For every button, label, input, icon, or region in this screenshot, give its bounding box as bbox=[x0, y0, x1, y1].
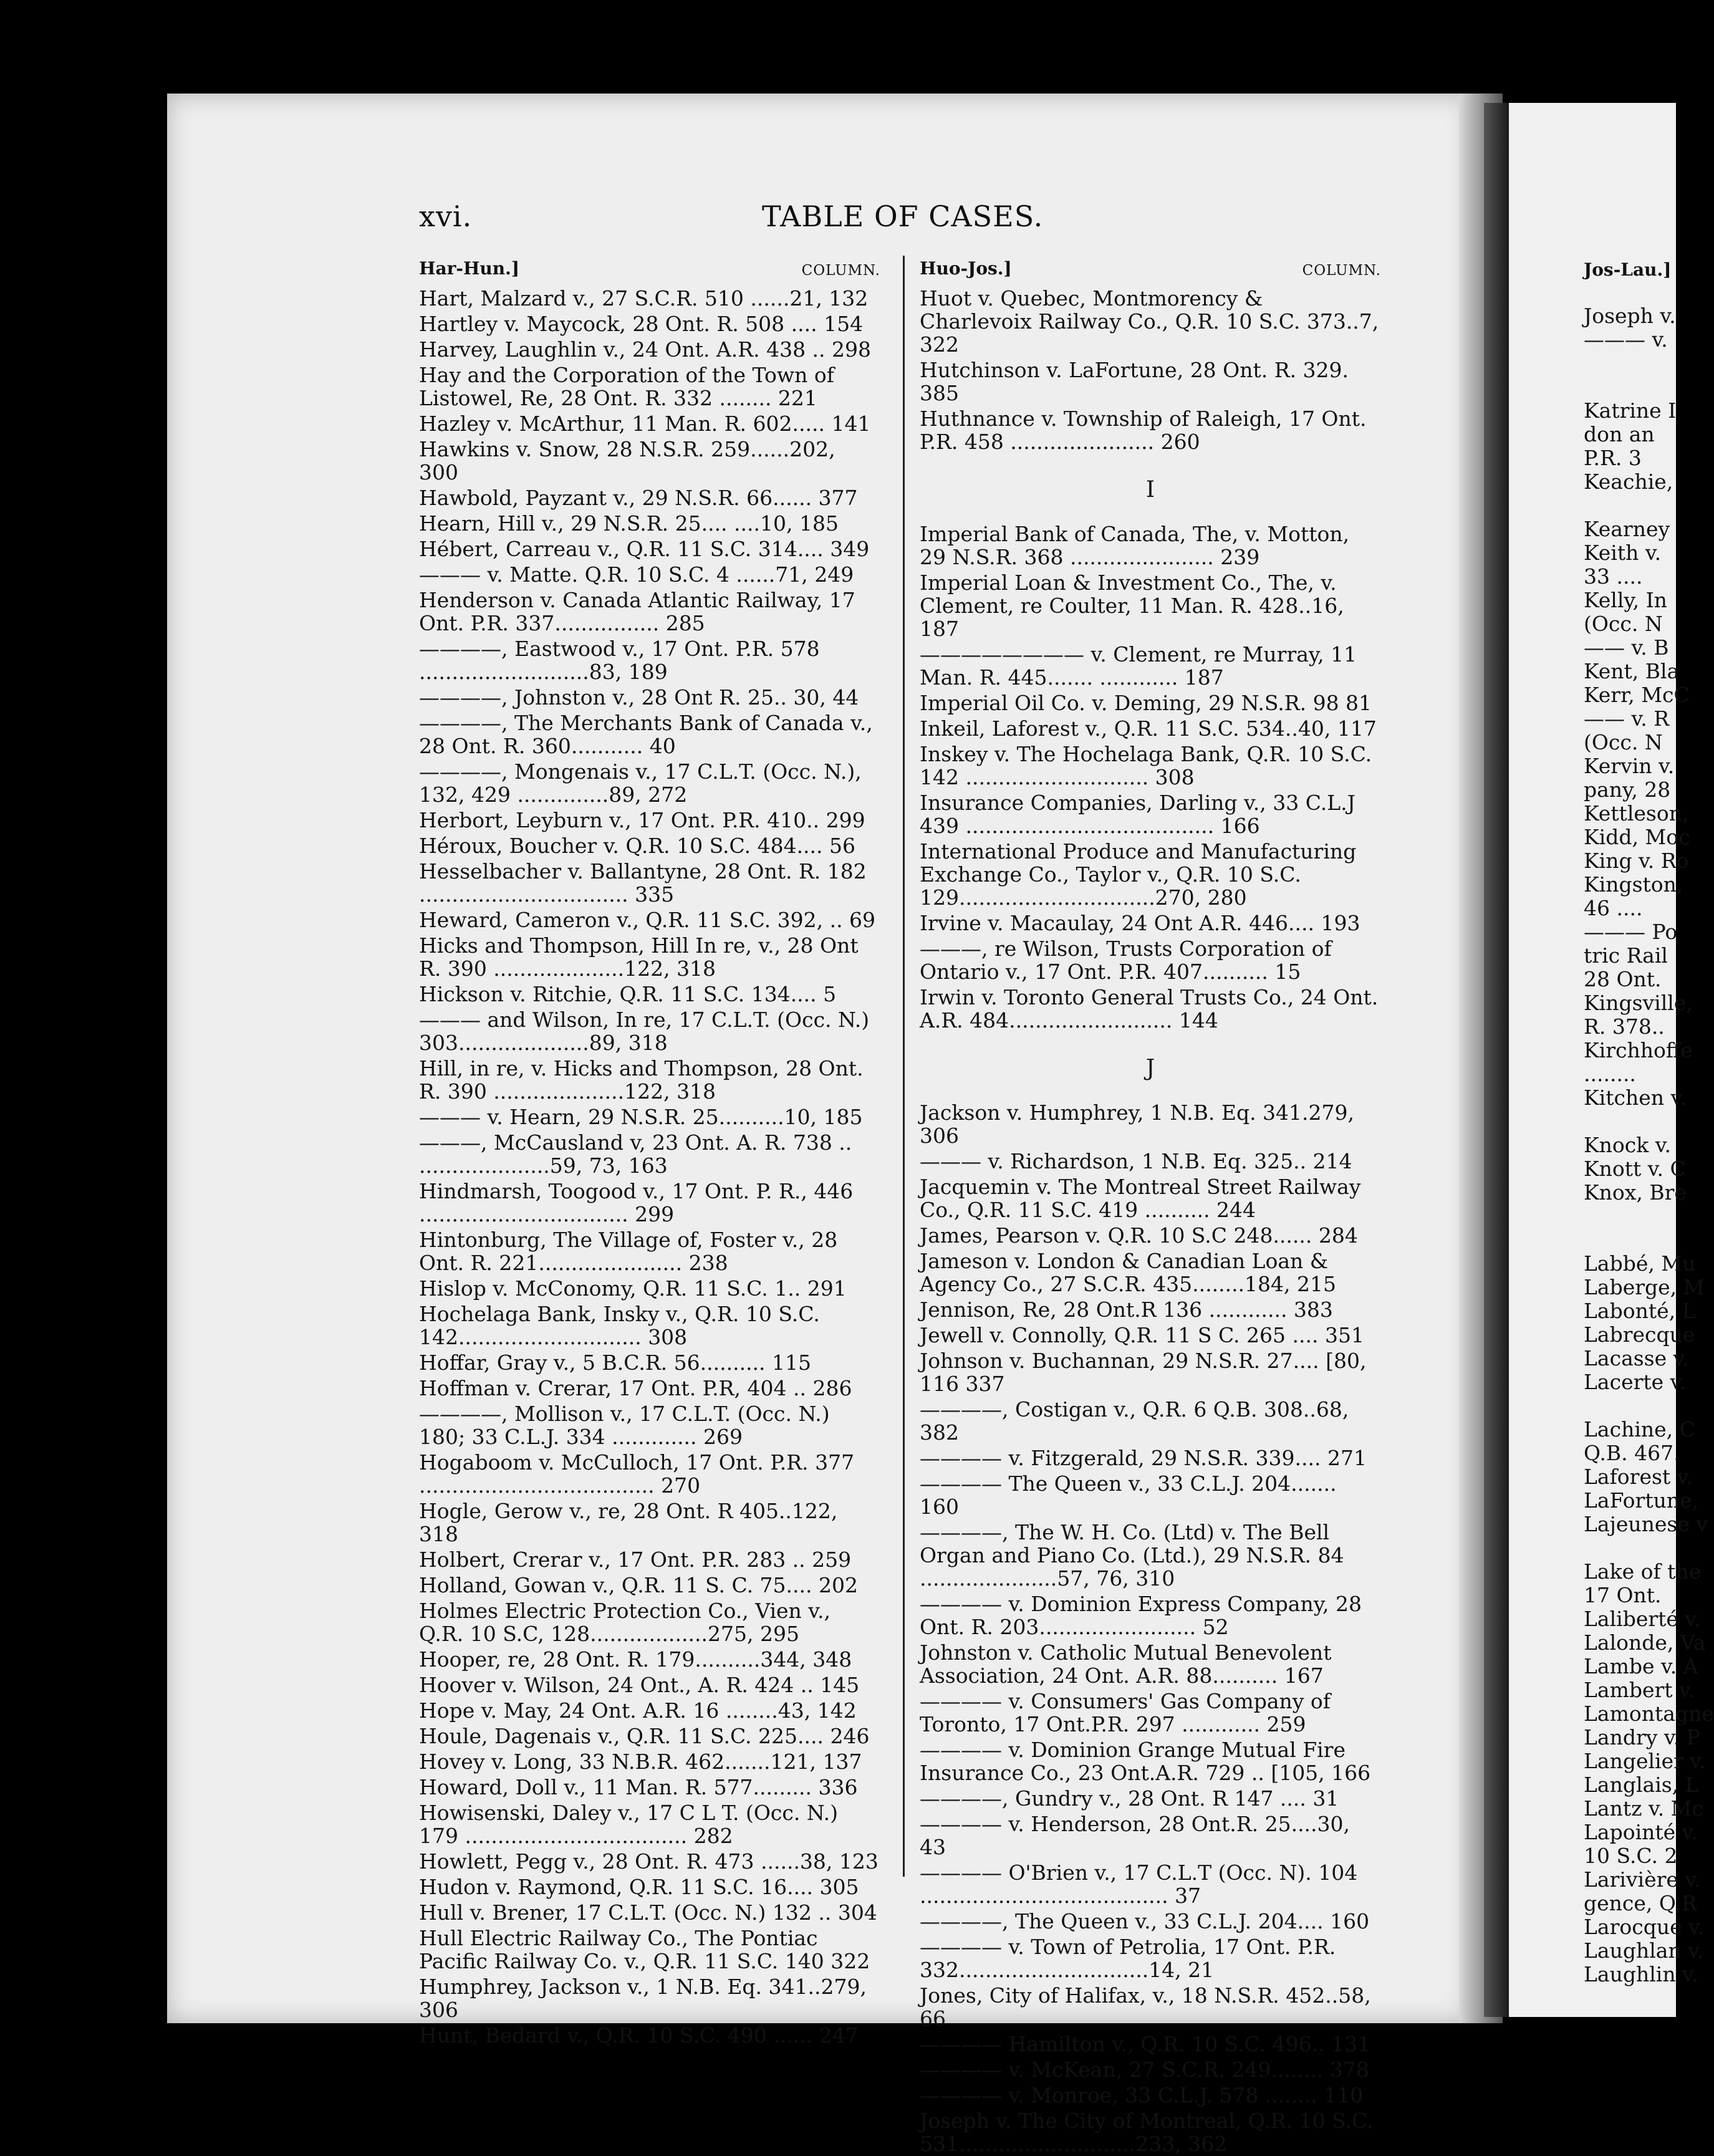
case-entry: ———— v. Town of Petrolia, 17 Ont. P.R. 332.............................14, 21 bbox=[920, 1935, 1336, 1982]
case-entry: Hope v. May, 24 Ont. A.R. 16 ........43, 142 bbox=[419, 1698, 857, 1723]
facing-column-range: Jos-Lau.] bbox=[1584, 259, 1672, 280]
case-entry: Inkeil, Laforest v., Q.R. 11 S.C. 534..40, 117 bbox=[920, 716, 1377, 741]
facing-line: Laughlin v. bbox=[1584, 1962, 1698, 1986]
case-entry: Hay and the Corporation of the Town of Listowel, Re, 28 Ont. R. 332 ........ 221 bbox=[419, 363, 834, 410]
gutter bbox=[1484, 103, 1509, 2017]
case-entry: ——— v. Hearn, 29 N.S.R. 25..........10, 185 bbox=[419, 1105, 863, 1129]
section-letter-i: I bbox=[1145, 477, 1155, 503]
facing-line: Laliberté v. bbox=[1584, 1607, 1701, 1631]
case-entry: ————, Mongenais v., 17 C.L.T. (Occ. N.), 132, 429 ..............89, 272 bbox=[419, 759, 862, 807]
case-entry: Henderson v. Canada Atlantic Railway, 17 Ont. P.R. 337................ 285 bbox=[419, 588, 855, 635]
case-entry: Howisenski, Daley v., 17 C L T. (Occ. N.) 179 .................................. 282 bbox=[419, 1801, 838, 1848]
facing-line: Labbé, Mu bbox=[1584, 1251, 1696, 1276]
case-entry: Hogle, Gerow v., re, 28 Ont. R 405..122, 318 bbox=[419, 1499, 838, 1546]
case-entry: Howard, Doll v., 11 Man. R. 577......... 336 bbox=[419, 1775, 858, 1799]
facing-line bbox=[1584, 1205, 1714, 1228]
case-entry: Héroux, Boucher v. Q.R. 10 S.C. 484.... 56 bbox=[419, 834, 856, 858]
case-entry: Hicks and Thompson, Hill In re, v., 28 Ont R. 390 ....................122, 318 bbox=[419, 933, 859, 981]
entry-list bbox=[920, 522, 1381, 1032]
facing-line: ——— Po bbox=[1584, 920, 1678, 944]
case-entry: ———— v. Consumers' Gas Company of Toronto, 17 Ont.P.R. 297 ............ 259 bbox=[920, 1689, 1331, 1736]
case-entry: ———— v. Henderson, 28 Ont.R. 25....30, 43 bbox=[920, 1812, 1350, 1859]
case-entry: Imperial Bank of Canada, The, v. Motton, 29 N.S.R. 368 ...................... 239 bbox=[920, 522, 1350, 569]
facing-line: Lambe v. A bbox=[1584, 1654, 1698, 1678]
facing-line: don an bbox=[1584, 422, 1655, 446]
column-label: COLUMN. bbox=[1302, 262, 1381, 279]
case-entry: Howlett, Pegg v., 28 Ont. R. 473 ......38, 123 bbox=[419, 1849, 879, 1874]
facing-line: ........ bbox=[1584, 1062, 1636, 1086]
facing-line: Kearney bbox=[1584, 517, 1670, 541]
facing-line: Kingsville, bbox=[1584, 991, 1693, 1015]
case-entry: Hazley v. McArthur, 11 Man. R. 602..... 141 bbox=[419, 411, 871, 436]
facing-line: 17 Ont. bbox=[1584, 1583, 1662, 1607]
case-entry: Hintonburg, The Village of, Foster v., 28 Ont. R. 221...................... 238 bbox=[419, 1228, 838, 1275]
facing-line: Kettleson, bbox=[1584, 801, 1689, 825]
case-entry: Hooper, re, 28 Ont. R. 179..........344, 348 bbox=[419, 1647, 852, 1672]
facing-line: Kingston, bbox=[1584, 872, 1683, 897]
facing-line: Lajeunese v bbox=[1584, 1512, 1708, 1536]
facing-line: Langelier v. bbox=[1584, 1749, 1706, 1773]
case-entry: Hull Electric Railway Co., The Pontiac Pacific Railway Co. v., Q.R. 11 S.C. 140 322 bbox=[419, 1926, 870, 1973]
case-entry: ———— v. Dominion Grange Mutual Fire Insurance Co., 23 Ont.A.R. 729 .. [105, 166 bbox=[920, 1738, 1371, 1785]
facing-line: Lalonde, Va bbox=[1584, 1630, 1706, 1655]
facing-line: King v. Ro bbox=[1584, 849, 1689, 873]
page-number: xvi. bbox=[419, 200, 473, 233]
case-entry: Hogaboom v. McCulloch, 17 Ont. P.R. 377 .................................... 270 bbox=[419, 1450, 855, 1498]
facing-line: Joseph v. bbox=[1584, 304, 1676, 328]
column-range: Huo-Jos.] bbox=[920, 258, 1012, 279]
case-entry: Hartley v. Maycock, 28 Ont. R. 508 .... 154 bbox=[419, 312, 864, 336]
facing-line: Keachie, bbox=[1584, 469, 1673, 494]
case-entry: ———— v. Monroe, 33 C.L.J. 578 ........ 110 bbox=[920, 2083, 1364, 2107]
facing-line: Lacerte v. bbox=[1584, 1370, 1686, 1394]
facing-line: Kerr, McC bbox=[1584, 683, 1690, 707]
case-entry: Jones, City of Halifax, v., 18 N.S.R. 452..58, 66 bbox=[920, 1983, 1371, 2031]
facing-line: LaFortune, bbox=[1584, 1488, 1699, 1513]
case-entry: ————, Gundry v., 28 Ont. R 147 .... 31 bbox=[920, 1786, 1339, 1811]
facing-line: Keith v. bbox=[1584, 541, 1662, 565]
facing-line: Knox, Bre bbox=[1584, 1180, 1687, 1205]
case-entry: Irvine v. Macaulay, 24 Ont A.R. 446.... 193 bbox=[920, 911, 1360, 935]
case-entry: Joseph v. The City of Montreal, Q.R. 10 S.C. 531...........................233, 362 bbox=[920, 2109, 1374, 2156]
facing-line: Larocque v. bbox=[1584, 1915, 1705, 1939]
case-entry: Hawkins v. Snow, 28 N.S.R. 259......202, 300 bbox=[419, 437, 835, 484]
case-entry: ——— and Wilson, In re, 17 C.L.T. (Occ. N.) 303....................89, 318 bbox=[419, 1008, 870, 1055]
entry-list bbox=[419, 287, 880, 2047]
case-entry: ———— v. Dominion Express Company, 28 Ont. R. 203........................ 52 bbox=[920, 1592, 1362, 1639]
facing-line: ——— v. bbox=[1584, 327, 1668, 352]
facing-line: Kitchen v. bbox=[1584, 1085, 1687, 1110]
facing-line: 28 Ont. bbox=[1584, 967, 1662, 991]
case-entry: Hoffar, Gray v., 5 B.C.R. 56.......... 115 bbox=[419, 1350, 812, 1375]
facing-line bbox=[1584, 494, 1714, 517]
case-entry: Hoover v. Wilson, 24 Ont., A. R. 424 .. 145 bbox=[419, 1673, 860, 1697]
case-entry: Hesselbacher v. Ballantyne, 28 Ont. R. 182 ................................ 335 bbox=[419, 859, 867, 907]
case-entry: Hill, in re, v. Hicks and Thompson, 28 Ont. R. 390 ....................122, 318 bbox=[419, 1056, 864, 1104]
case-entry: Hislop v. McConomy, Q.R. 11 S.C. 1.. 291 bbox=[419, 1276, 847, 1301]
case-entry: ————, Costigan v., Q.R. 6 Q.B. 308..68, 382 bbox=[920, 1397, 1349, 1445]
case-entry: Hull v. Brener, 17 C.L.T. (Occ. N.) 132 .. 304 bbox=[419, 1900, 877, 1925]
case-entry: ————, Eastwood v., 17 Ont. P.R. 578 ..........................83, 189 bbox=[419, 637, 820, 684]
case-entry: ———— O'Brien v., 17 C.L.T (Occ. N). 104 ...................................... 37 bbox=[920, 1860, 1358, 1908]
case-entry: ———— v. Fitzgerald, 29 N.S.R. 339.... 271 bbox=[920, 1446, 1367, 1470]
case-entry: Herbort, Leyburn v., 17 Ont. P.R. 410.. 299 bbox=[419, 808, 865, 832]
case-entry: Holland, Gowan v., Q.R. 11 S. C. 75.... 202 bbox=[419, 1573, 858, 1597]
case-entry: Johnson v. Buchannan, 29 N.S.R. 27.... [80, 116 337 bbox=[920, 1349, 1367, 1396]
facing-line bbox=[1584, 352, 1714, 375]
column-header bbox=[920, 257, 1381, 284]
left-column bbox=[419, 257, 880, 2047]
case-entry: Hochelaga Bank, Insky v., Q.R. 10 S.C. 142............................ 308 bbox=[419, 1302, 820, 1349]
case-entry: Hawbold, Payzant v., 29 N.S.R. 66...... 377 bbox=[419, 486, 858, 510]
facing-line: 10 S.C. 2 bbox=[1584, 1844, 1678, 1868]
case-entry: ———, re Wilson, Trusts Corporation of Ontario v., 17 Ont. P.R. 407.......... 15 bbox=[920, 936, 1332, 984]
case-entry: Hearn, Hill v., 29 N.S.R. 25.... ....10, 185 bbox=[419, 511, 839, 536]
column-header bbox=[419, 257, 880, 284]
case-entry: Houle, Dagenais v., Q.R. 11 S.C. 225.... 246 bbox=[419, 1724, 870, 1748]
case-entry: Hindmarsh, Toogood v., 17 Ont. P. R., 446 ................................ 299 bbox=[419, 1179, 854, 1226]
facing-line: Langlais, L bbox=[1584, 1773, 1699, 1797]
middle-column bbox=[920, 257, 1381, 2155]
case-entry: ————, The W. H. Co. (Ltd) v. The Bell Organ and Piano Co. (Ltd.), 29 N.S.R. 84 .....................57, 76, 310 bbox=[920, 1520, 1344, 1591]
case-entry: Hunt, Bedard v., Q.R. 10 S.C. 490 ...... 247 bbox=[419, 2023, 859, 2048]
facing-line: Laberge, M bbox=[1584, 1275, 1705, 1299]
case-entry: ———————— v. Clement, re Murray, 11 Man. R. 445....... ............ 187 bbox=[920, 642, 1357, 690]
facing-line: Lamontagne bbox=[1584, 1701, 1714, 1726]
facing-line: P.R. 3 bbox=[1584, 446, 1642, 470]
facing-entry-list bbox=[1584, 304, 1714, 1986]
case-entry: Jackson v. Humphrey, 1 N.B. Eq. 341.279, 306 bbox=[920, 1100, 1354, 1148]
entry-list bbox=[920, 1101, 1381, 2155]
case-entry: Insurance Companies, Darling v., 33 C.L.J 439 ...................................... 166 bbox=[920, 791, 1355, 838]
case-entry: Irwin v. Toronto General Trusts Co., 24 Ont. A.R. 484......................... 144 bbox=[920, 985, 1379, 1032]
case-entry: Hovey v. Long, 33 N.B.R. 462.......121, 137 bbox=[419, 1749, 862, 1774]
facing-line: Kelly, In bbox=[1584, 588, 1667, 612]
facing-line: Lachine, C bbox=[1584, 1417, 1695, 1441]
facing-line: Knott v. C bbox=[1584, 1157, 1686, 1181]
facing-line: Q.B. 467. bbox=[1584, 1441, 1680, 1465]
facing-line: Larivière v. bbox=[1584, 1867, 1701, 1892]
case-entry: Holmes Electric Protection Co., Vien v., Q.R. 10 S.C, 128..................275, 295 bbox=[419, 1599, 831, 1646]
case-entry: Jameson v. London & Canadian Loan & Agency Co., 27 S.C.R. 435........184, 215 bbox=[920, 1249, 1337, 1296]
facing-line: Lantz v. Mc bbox=[1584, 1796, 1703, 1821]
facing-line: Knock v. bbox=[1584, 1133, 1671, 1157]
facing-line: (Occ. N bbox=[1584, 730, 1663, 754]
facing-line: Kervin v. bbox=[1584, 754, 1675, 778]
case-entry: Holbert, Crerar v., 17 Ont. P.R. 283 .. 259 bbox=[419, 1547, 852, 1572]
facing-line: Labrecque bbox=[1584, 1322, 1695, 1347]
case-entry: ————, The Merchants Bank of Canada v., 28 Ont. R. 360........... 40 bbox=[419, 711, 873, 758]
case-entry: Johnston v. Catholic Mutual Benevolent Association, 24 Ont. A.R. 88.......... 167 bbox=[920, 1640, 1332, 1688]
facing-line: Katrine I bbox=[1584, 398, 1677, 423]
case-entry: Huthnance v. Township of Raleigh, 17 Ont. P.R. 458 ...................... 260 bbox=[920, 407, 1367, 454]
case-entry: James, Pearson v. Q.R. 10 S.C 248...... 284 bbox=[920, 1223, 1358, 1248]
facing-line: (Occ. N bbox=[1584, 612, 1663, 636]
case-entry: ———, McCausland v, 23 Ont. A. R. 738 .. ....................59, 73, 163 bbox=[419, 1130, 852, 1178]
facing-line: —— v. B bbox=[1584, 635, 1669, 660]
facing-line: 46 .... bbox=[1584, 896, 1643, 920]
case-entry: Harvey, Laughlin v., 24 Ont. A.R. 438 .. 298 bbox=[419, 337, 872, 362]
entry-list bbox=[920, 287, 1381, 453]
case-entry: Hébert, Carreau v., Q.R. 11 S.C. 314.... 349 bbox=[419, 537, 870, 561]
facing-line: Kirchhoffe bbox=[1584, 1038, 1693, 1062]
case-entry: ————, Johnston v., 28 Ont R. 25.. 30, 44 bbox=[419, 685, 859, 710]
case-entry: ————, Mollison v., 17 C.L.T. (Occ. N.) 180; 33 C.L.J. 334 ............. 269 bbox=[419, 1402, 830, 1449]
facing-line: Kidd, Moc bbox=[1584, 825, 1690, 849]
facing-line: Lake of the bbox=[1584, 1559, 1702, 1584]
case-entry: Hart, Malzard v., 27 S.C.R. 510 ......21, 132 bbox=[419, 286, 869, 310]
case-entry: Hutchinson v. LaFortune, 28 Ont. R. 329. 385 bbox=[920, 358, 1349, 405]
case-entry: ———— Hamilton v., Q.R. 10 S.C. 496.. 131 bbox=[920, 2032, 1371, 2056]
facing-line bbox=[1584, 375, 1714, 399]
facing-line: Laughlan v. bbox=[1584, 1938, 1704, 1963]
facing-line: Labonté, L bbox=[1584, 1299, 1696, 1323]
case-entry: International Produce and Manufacturing Exchange Co., Taylor v., Q.R. 10 S.C. 129..............................270, 280 bbox=[920, 839, 1357, 910]
case-entry: Huot v. Quebec, Montmorency & Charlevoix Railway Co., Q.R. 10 S.C. 373..7, 322 bbox=[920, 286, 1379, 357]
column-range: Har-Hun.] bbox=[419, 258, 520, 279]
column-rule bbox=[903, 256, 905, 1877]
facing-line bbox=[1584, 1110, 1714, 1133]
case-entry: Jennison, Re, 28 Ont.R 136 ............ 383 bbox=[920, 1297, 1333, 1322]
facing-line: pany, 28 bbox=[1584, 777, 1671, 802]
case-entry: Heward, Cameron v., Q.R. 11 S.C. 392, .. 69 bbox=[419, 908, 876, 932]
facing-line: 33 .... bbox=[1584, 564, 1643, 589]
case-entry: Imperial Loan & Investment Co., The, v. Clement, re Coulter, 11 Man. R. 428..16, 187 bbox=[920, 570, 1344, 641]
facing-line: —— v. R bbox=[1584, 706, 1670, 731]
column-label: COLUMN. bbox=[801, 262, 880, 279]
case-entry: ——— v. Richardson, 1 N.B. Eq. 325.. 214 bbox=[920, 1149, 1352, 1173]
facing-line: Laforest v. bbox=[1584, 1465, 1693, 1489]
case-entry: Hoffman v. Crerar, 17 Ont. P.R, 404 .. 286 bbox=[419, 1376, 852, 1400]
facing-line: Lapointé v. bbox=[1584, 1820, 1698, 1844]
page-title: TABLE OF CASES. bbox=[762, 200, 1044, 233]
case-entry: Jacquemin v. The Montreal Street Railway Co., Q.R. 11 S.C. 419 .......... 244 bbox=[920, 1175, 1361, 1222]
facing-line bbox=[1584, 1536, 1714, 1560]
facing-line: tric Rail bbox=[1584, 943, 1668, 968]
facing-line: R. 378.. bbox=[1584, 1014, 1665, 1039]
case-entry: Humphrey, Jackson v., 1 N.B. Eq. 341..279, 306 bbox=[419, 1975, 867, 2022]
facing-line: Lacasse v. bbox=[1584, 1346, 1689, 1370]
case-entry: Hickson v. Ritchie, Q.R. 11 S.C. 134.... 5 bbox=[419, 982, 837, 1006]
case-entry: Hudon v. Raymond, Q.R. 11 S.C. 16.... 305 bbox=[419, 1875, 859, 1899]
case-entry: ————, The Queen v., 33 C.L.J. 204.... 160 bbox=[920, 1909, 1370, 1933]
section-letter-j: J bbox=[1145, 1056, 1155, 1081]
case-entry: Jewell v. Connolly, Q.R. 11 S C. 265 .... 351 bbox=[920, 1323, 1364, 1347]
case-entry: ——— v. Matte. Q.R. 10 S.C. 4 ......71, 249 bbox=[419, 562, 854, 587]
facing-line bbox=[1584, 1228, 1714, 1252]
facing-line: Lambert v. bbox=[1584, 1678, 1695, 1702]
facing-line: Landry v. P bbox=[1584, 1725, 1700, 1749]
case-entry: Inskey v. The Hochelaga Bank, Q.R. 10 S.C. 142 ............................ 308 bbox=[920, 742, 1372, 789]
facing-line: Kent, Bla bbox=[1584, 659, 1680, 683]
case-entry: ———— v. McKean, 27 S.C.R. 249........ 378 bbox=[920, 2057, 1369, 2082]
facing-line: gence, Q.R bbox=[1584, 1891, 1697, 1915]
facing-line bbox=[1584, 1394, 1714, 1418]
case-entry: ———— The Queen v., 33 C.L.J. 204....... 160 bbox=[920, 1471, 1337, 1519]
case-entry: Imperial Oil Co. v. Deming, 29 N.S.R. 98 81 bbox=[920, 691, 1372, 715]
